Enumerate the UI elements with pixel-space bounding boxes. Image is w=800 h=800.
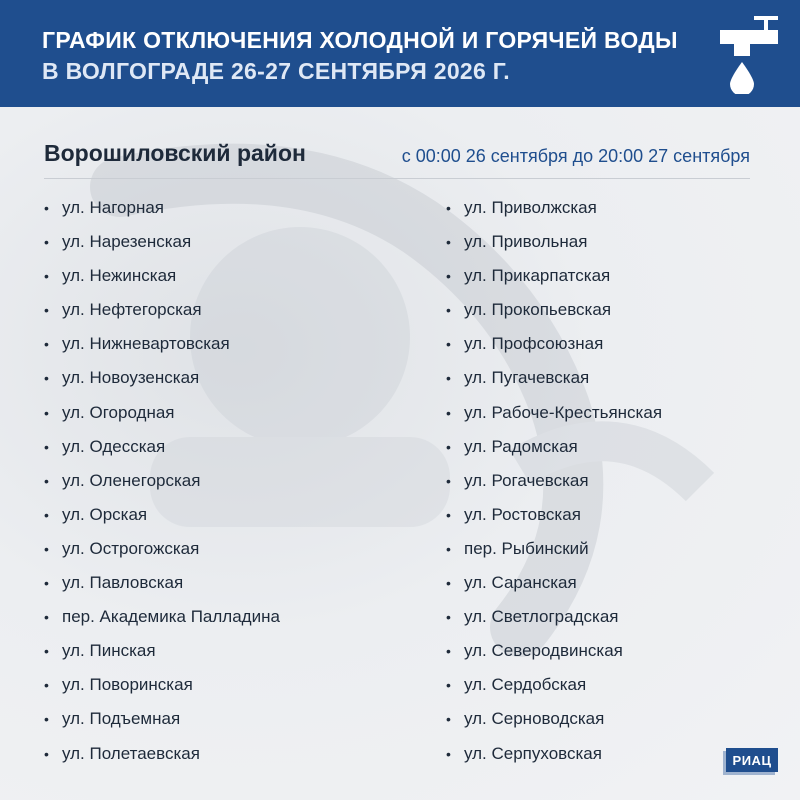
- list-item: [446, 503, 662, 537]
- list-item: [446, 435, 662, 469]
- list-item: [446, 707, 662, 741]
- title-line-2: В ВОЛГОГРАДЕ 26-27 СЕНТЯБРЯ 2026 Г.: [42, 58, 510, 84]
- period-text: с 00:00 26 сентября до 20:00 27 сентября: [401, 146, 750, 166]
- list-item: [44, 537, 280, 571]
- bullet-marker: •: [446, 234, 451, 251]
- bullet-marker: •: [446, 336, 451, 353]
- bullet-marker: •: [44, 677, 49, 694]
- water-tap-icon: [720, 10, 784, 94]
- bullet-marker: •: [44, 438, 49, 455]
- street-list-right: [446, 196, 662, 776]
- street-name: ул. Нагорная: [62, 198, 165, 217]
- street-name: ул. Приволжская: [464, 198, 597, 217]
- street-name: пер. Рыбинский: [464, 538, 589, 558]
- bullet-marker: •: [44, 234, 49, 251]
- bullet-marker: •: [446, 711, 451, 728]
- bullet-marker: •: [446, 643, 451, 660]
- bullet-marker: •: [44, 370, 49, 387]
- bullet-marker: •: [44, 711, 49, 728]
- street-name: ул. Оленегорская: [62, 470, 201, 490]
- street-name: ул. Нефтегорская: [62, 300, 202, 320]
- street-name: ул. Подъемная: [62, 709, 181, 729]
- list-item: [446, 196, 662, 230]
- bullet-marker: •: [446, 200, 451, 216]
- bullet-marker: •: [446, 438, 451, 455]
- street-name: ул. Огородная: [62, 402, 175, 422]
- street-name: ул. Новоузенская: [62, 368, 200, 388]
- divider: [44, 178, 750, 179]
- list-item: [44, 264, 280, 298]
- bullet-marker: •: [44, 302, 49, 319]
- street-name: ул. Нарезенская: [62, 232, 192, 252]
- street-name: ул. Сердобская: [464, 675, 587, 695]
- list-item: [44, 673, 280, 707]
- bullet-marker: •: [446, 370, 451, 387]
- list-item: [446, 605, 662, 639]
- list-item: [44, 707, 280, 741]
- list-item: [44, 469, 280, 503]
- street-name: ул. Нижневартовская: [62, 334, 230, 354]
- list-item: [446, 332, 662, 366]
- list-item: [44, 571, 280, 605]
- header-banner: [0, 0, 800, 107]
- street-name: ул. Поворинская: [62, 675, 193, 695]
- street-name: ул. Серноводская: [464, 709, 605, 729]
- list-item: [446, 264, 662, 298]
- list-item: [446, 673, 662, 707]
- street-name: ул. Привольная: [464, 232, 588, 252]
- bullet-marker: •: [44, 575, 49, 592]
- bullet-marker: •: [446, 472, 451, 489]
- bullet-marker: •: [446, 609, 451, 626]
- list-item: [44, 332, 280, 366]
- list-item: [446, 571, 662, 605]
- street-name: ул. Орская: [62, 504, 148, 524]
- street-name: ул. Прикарпатская: [464, 266, 611, 286]
- list-item: [446, 366, 662, 400]
- bullet-marker: •: [44, 745, 49, 762]
- bullet-marker: •: [44, 336, 49, 353]
- street-name: ул. Профсоюзная: [464, 334, 604, 354]
- list-item: [44, 503, 280, 537]
- bullet-marker: •: [44, 268, 49, 285]
- bullet-marker: •: [44, 540, 49, 557]
- street-name: ул. Острогожская: [62, 538, 200, 558]
- list-item: [446, 298, 662, 332]
- street-name: ул. Рогачевская: [464, 470, 589, 490]
- bullet-marker: •: [44, 609, 49, 626]
- street-name: ул. Одесская: [62, 436, 166, 456]
- street-name: ул. Светлоградская: [464, 607, 619, 627]
- riac-logo: РИАЦ: [726, 748, 778, 772]
- street-name: пер. Академика Палладина: [62, 607, 280, 627]
- list-item: [446, 639, 662, 673]
- list-item: [446, 537, 662, 571]
- list-item: [446, 742, 662, 776]
- street-name: ул. Саранская: [464, 573, 577, 593]
- list-item: [446, 230, 662, 264]
- bullet-marker: •: [44, 404, 49, 421]
- street-name: ул. Рабоче-Крестьянская: [464, 402, 663, 422]
- street-name: ул. Полетаевская: [62, 743, 200, 763]
- bullet-marker: •: [446, 745, 451, 762]
- bullet-marker: •: [446, 540, 451, 557]
- street-name: ул. Серпуховская: [464, 743, 602, 763]
- list-item: [44, 366, 280, 400]
- street-name: ул. Радомская: [464, 436, 578, 456]
- list-item: [44, 401, 280, 435]
- list-item: [446, 401, 662, 435]
- street-name: ул. Нежинская: [62, 266, 177, 286]
- list-item: [44, 435, 280, 469]
- list-item: [44, 230, 280, 264]
- list-item: [44, 639, 280, 673]
- street-name: ул. Пинская: [62, 641, 156, 661]
- list-item: [44, 605, 280, 639]
- bullet-marker: •: [44, 472, 49, 489]
- title-line-1: ГРАФИК ОТКЛЮЧЕНИЯ ХОЛОДНОЙ И ГОРЯЧЕЙ ВОДЫ: [42, 27, 678, 53]
- street-list-left: [44, 196, 280, 776]
- street-name: ул. Пугачевская: [464, 368, 590, 388]
- list-item: [446, 469, 662, 503]
- bullet-marker: •: [446, 302, 451, 319]
- list-item: [44, 196, 280, 230]
- list-item: [44, 298, 280, 332]
- street-name: ул. Павловская: [62, 573, 184, 593]
- bullet-marker: •: [446, 506, 451, 523]
- bullet-marker: •: [446, 404, 451, 421]
- street-name: ул. Ростовская: [464, 504, 581, 524]
- bullet-marker: •: [446, 677, 451, 694]
- street-name: ул. Прокопьевская: [464, 300, 612, 320]
- bullet-marker: •: [44, 506, 49, 523]
- district-title: Ворошиловский район: [44, 140, 306, 166]
- bullet-marker: •: [44, 200, 49, 216]
- bullet-marker: •: [446, 268, 451, 285]
- list-item: [44, 742, 280, 776]
- bullet-marker: •: [446, 575, 451, 592]
- street-name: ул. Северодвинская: [464, 641, 623, 661]
- section-header: [44, 140, 750, 176]
- bullet-marker: •: [44, 643, 49, 660]
